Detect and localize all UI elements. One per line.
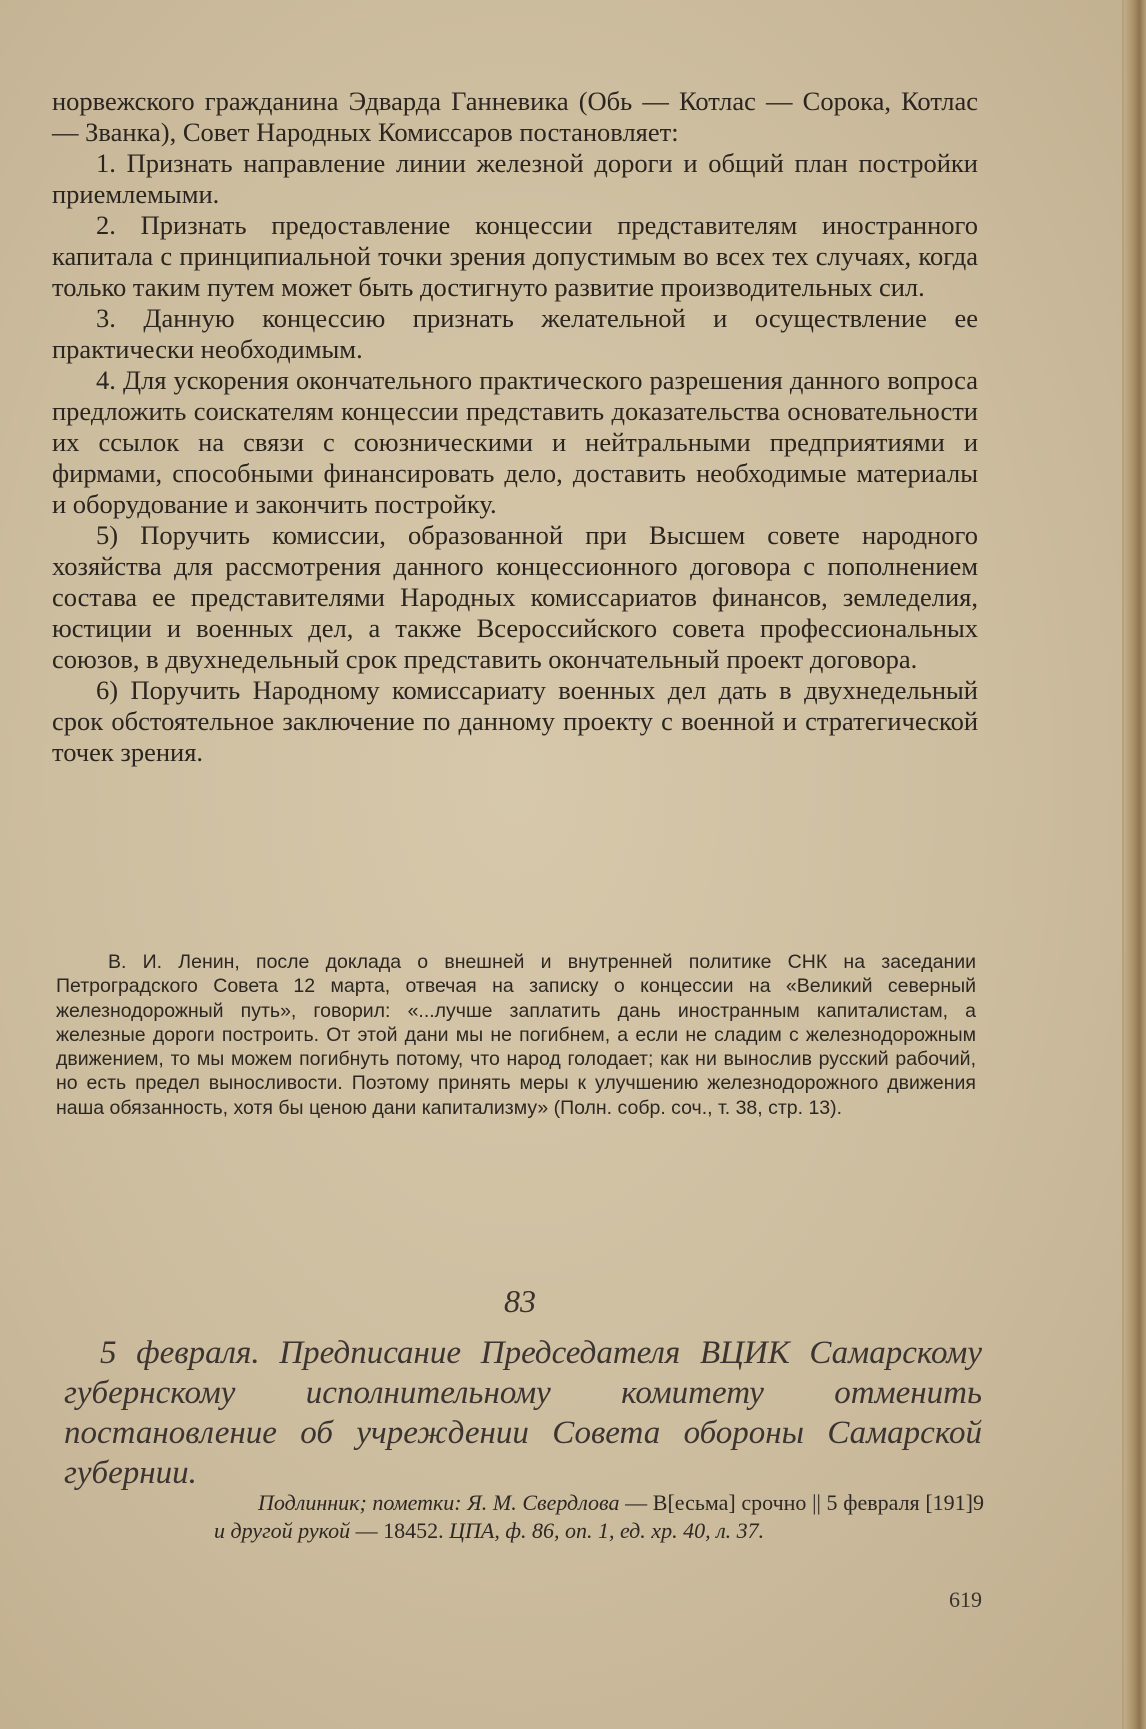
source-note-reference: ЦПА, ф. 86, оп. 1, ед. хр. 40, л. 37. xyxy=(449,1518,765,1543)
paragraph-intro: норвежского гражданина Эдварда Ганневика (Обь — Котлас — Сорока, Котлас — Званка), Совет Народных Комиссаров постановляет: xyxy=(52,86,978,147)
footnote: В. И. Ленин, после доклада о внешней и внутренней политике СНК на заседании Петроградского Совета 12 марта, отвечая на записку о концессии на «Великий северный железнодорожный путь», говорил: «...лучше заплатить дань иностранным капиталистам, а железные дороги построить. От этой дани мы не погибнем, а если не сладим с железнодорожным движением, то мы можем погибнуть потому, что народ голодает; как ни вынослив русский рабочий, но есть предел выносливости. Поэтому принять меры к улучшению железнодорожного движения наша обязанность, хотя бы ценою дани капитализму» (Полн. собр. соч., т. 38, стр. 13). xyxy=(56,951,976,1119)
document-title: 5 февраля. Предписание Председателя ВЦИК Самарскому губернскому исполнительному комитету отменить постановление об учреждении Совета обороны Самарской губернии. xyxy=(64,1335,982,1491)
paragraph-item-2: 2. Признать предоставление концессии представителям иностранного капитала с принципиальной точки зрения допустимым во всех тех случаях, когда только таким путем может быть достигнуто развитие производительных сил. xyxy=(52,210,978,302)
paragraph-item-5: 5) Поручить комиссии, образованной при Высшем совете народного хозяйства для рассмотрения данного концессионного договора с пополнением состава ее представителями Народных комиссариатов финансов, земледелия, юстиции и военных дел, а также Всероссийского совета профессиональных союзов, в двухнедельный срок представить окончательный проект договора. xyxy=(52,520,978,674)
paragraph-item-4: 4. Для ускорения окончательного практического разрешения данного вопроса предложить соискателям концессии представить доказательства основательности их ссылок на связи с союзническими и нейтральными предприятиями и фирмами, способными финансировать дело, доставить необходимые материалы и оборудование и закончить постройку. xyxy=(52,365,978,519)
paragraph-item-6: 6) Поручить Народному комиссариату военных дел дать в двухнедельный срок обстоятельное заключение по данному проекту с военной и стратегической точек зрения. xyxy=(52,675,978,767)
source-note-number: — 18452. xyxy=(350,1518,450,1543)
source-note xyxy=(214,1489,984,1545)
book-spine xyxy=(1124,0,1146,1729)
page-number: 619 xyxy=(949,1587,982,1612)
source-note-marking: — В[есьма] срочно || 5 февраля [191]9 xyxy=(619,1490,984,1515)
document-number: 83 xyxy=(504,1283,536,1319)
main-text xyxy=(52,86,978,768)
source-note-other-hand: и другой рукой xyxy=(214,1518,351,1543)
source-note-archive: Подлинник; пометки: Я. М. Свердлова xyxy=(258,1490,620,1515)
paragraph-item-3: 3. Данную концессию признать желательной и осуществление ее практически необходимым. xyxy=(52,303,978,364)
paragraph-item-1: 1. Признать направление линии железной дороги и общий план постройки приемлемыми. xyxy=(52,148,978,209)
